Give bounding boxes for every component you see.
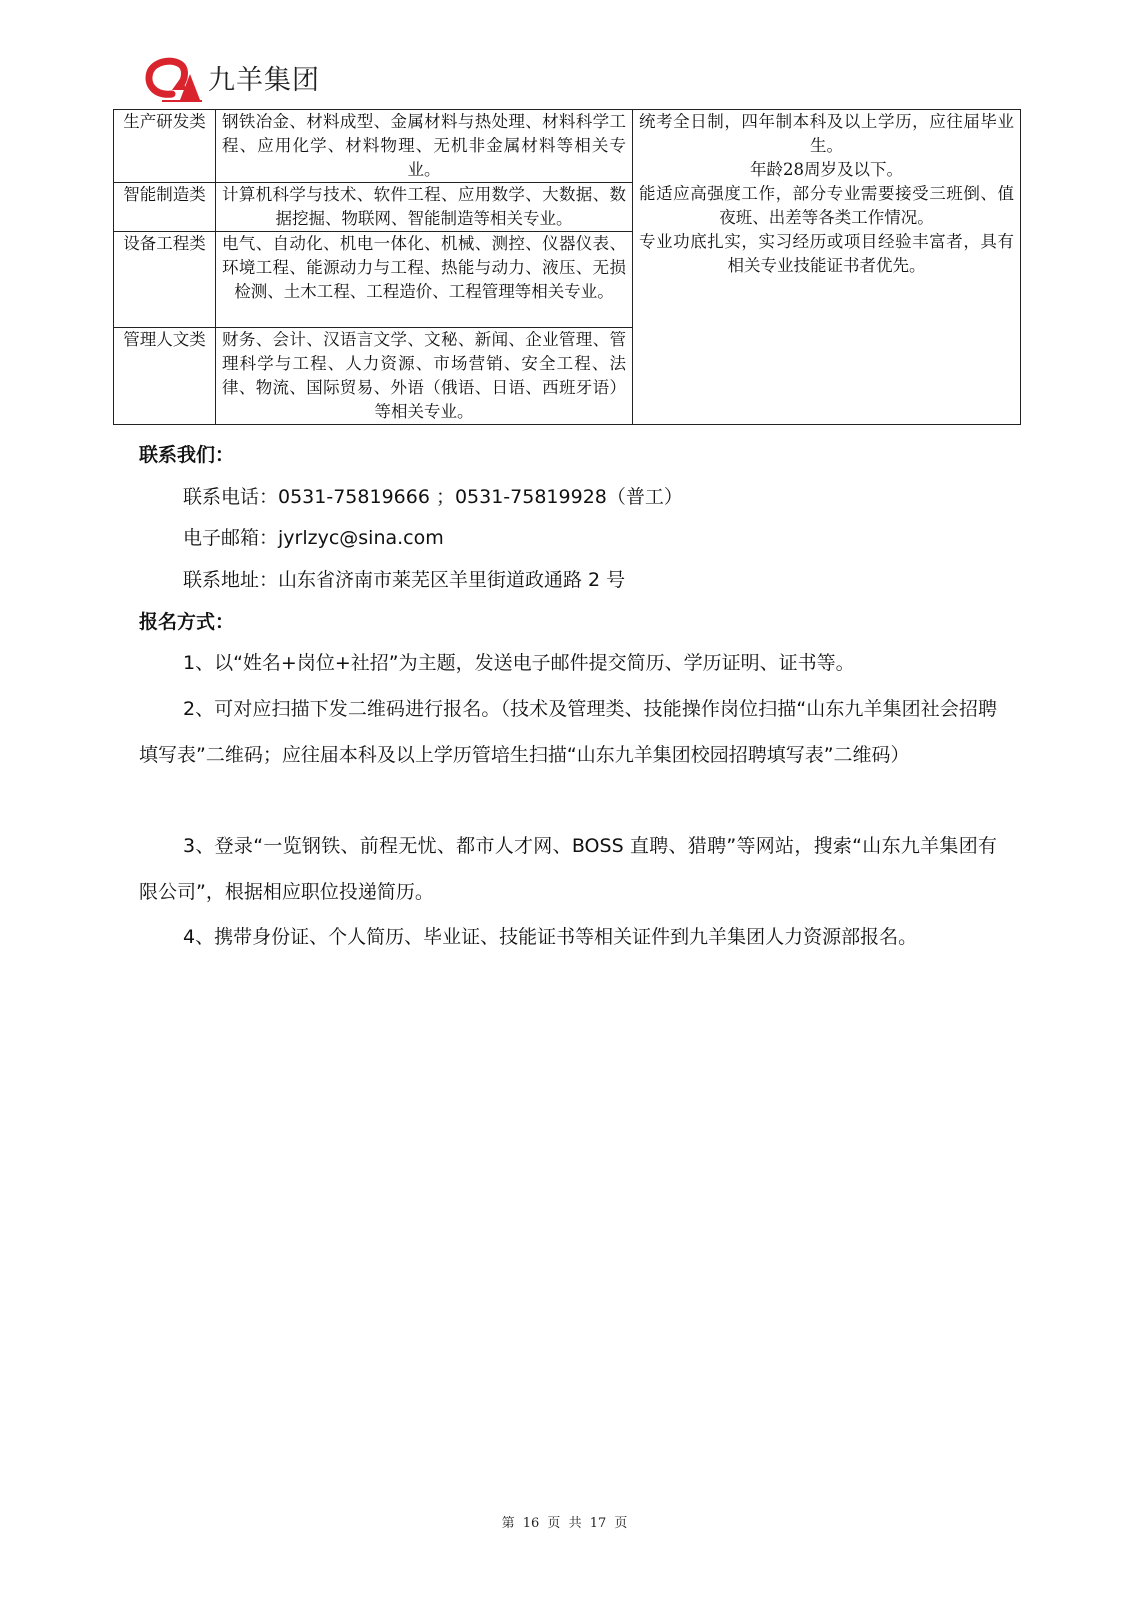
signup-item: 4、携带身份证、个人简历、毕业证、技能证书等相关证件到九羊集团人力资源部报名。 [183,926,918,948]
requirement-item: 能适应高强度工作，部分专业需要接受三班倒、值夜班、出差等各类工作情况。 [639,184,1014,227]
category-cell: 管理人文类 [114,328,216,425]
majors-cell: 财务、会计、汉语言文学、文秘、新闻、企业管理、管理科学与工程、人力资源、市场营销、安全工程、法律、物流、国际贸易、外语（俄语、日语、西班牙语）等相关专业。 [216,328,633,425]
contact-heading: 联系我们： [139,444,235,466]
signup-item: 2、可对应扫描下发二维码进行报名。（技术及管理类、技能操作岗位扫描“山东九羊集团社会招聘填写表”二维码；应往届本科及以上学历管培生扫描“山东九羊集团校园招聘填写表”二维码） [139,698,997,766]
requirements-cell [633,110,1021,425]
majors-cell: 计算机科学与技术、软件工程、应用数学、大数据、数据挖掘、物联网、智能制造等相关专业。 [216,183,633,232]
company-logo [142,56,320,104]
signup-item: 3、登录“一览钢铁、前程无忧、都市人才网、BOSS 直聘、猎聘”等网站，搜索“山东九羊集团有限公司”，根据相应职位投递简历。 [139,835,997,903]
signup-heading: 报名方式： [139,611,235,633]
majors-cell: 钢铁冶金、材料成型、金属材料与热处理、材料科学工程、应用化学、材料物理、无机非金属材料等相关专业。 [216,110,633,183]
category-cell: 智能制造类 [114,183,216,232]
logo-text: 九羊集团 [208,64,320,96]
contact-address: 联系地址：山东省济南市莱芜区羊里街道政通路 2 号 [183,569,626,591]
table-row [114,110,1021,183]
recruitment-table [113,109,1021,425]
contact-email: 电子邮箱：jyrlzyc@sina.com [183,527,444,549]
logo-mark-icon [142,56,204,104]
page-number: 第 16 页 共 17 页 [501,1516,628,1531]
contact-phone: 联系电话：0531-75819666 ；0531-75819928（普工） [183,486,683,508]
category-cell: 生产研发类 [114,110,216,183]
majors-cell: 电气、自动化、机电一体化、机械、测控、仪器仪表、环境工程、能源动力与工程、热能与动力、液压、无损检测、土木工程、工程造价、工程管理等相关专业。 [216,232,633,328]
requirement-item: 专业功底扎实，实习经历或项目经验丰富者，具有相关专业技能证书者优先。 [639,232,1014,275]
requirement-item: 统考全日制，四年制本科及以上学历，应往届毕业生。 [639,112,1014,155]
requirement-item: 年龄28周岁及以下。 [750,160,903,179]
signup-item: 1、以“姓名+岗位+社招”为主题，发送电子邮件提交简历、学历证明、证书等。 [183,652,855,674]
category-cell: 设备工程类 [114,232,216,328]
